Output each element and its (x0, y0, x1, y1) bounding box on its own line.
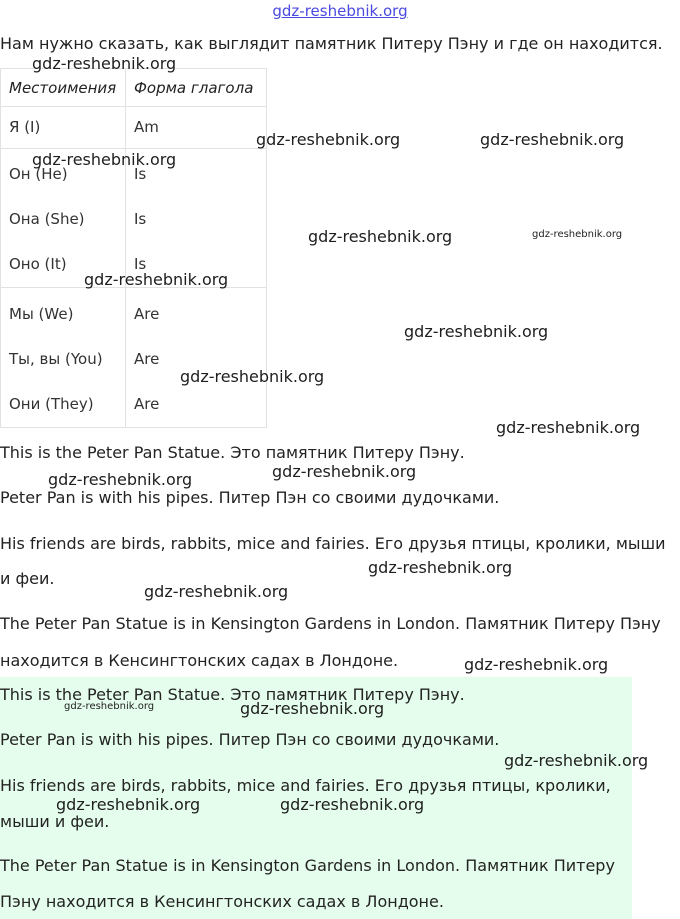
table-row (1, 149, 267, 288)
watermark: gdz-reshebnik.org (64, 701, 155, 712)
pronoun-cell (1, 107, 126, 149)
watermark: gdz-reshebnik.org (144, 582, 289, 601)
pronoun-i: Я (I) (9, 118, 41, 136)
verb-am: Am (134, 118, 159, 136)
watermark: gdz-reshebnik.org (464, 655, 609, 674)
body-line: и феи. (0, 569, 55, 588)
body-line: This is the Peter Pan Statue. Это памятник Питеру Пэну. (0, 443, 465, 462)
pronoun-it: Оно (It) (9, 255, 67, 273)
watermark: gdz-reshebnik.org (404, 322, 549, 341)
watermark: gdz-reshebnik.org (480, 130, 625, 149)
pronoun-they: Они (They) (9, 395, 94, 413)
answer-line: His friends are birds, rabbits, mice and fairies. Его друзья птицы, кролики, (0, 776, 611, 795)
watermark: gdz-reshebnik.org (48, 470, 193, 489)
watermark: gdz-reshebnik.org (272, 462, 417, 481)
verb-cell (126, 288, 267, 428)
watermark: gdz-reshebnik.org (180, 367, 325, 386)
watermark: gdz-reshebnik.org (84, 270, 229, 289)
table-row (1, 107, 267, 149)
watermark: gdz-reshebnik.org (368, 558, 513, 577)
watermark: gdz-reshebnik.org (496, 418, 641, 437)
verb-are: Are (134, 395, 160, 413)
watermark: gdz-reshebnik.org (32, 54, 177, 73)
intro-text: Нам нужно сказать, как выглядит памятник Питеру Пэну и где он находится. (0, 34, 663, 53)
table-header-row (1, 69, 267, 107)
watermark: gdz-reshebnik.org (504, 751, 649, 770)
verb-are: Are (134, 350, 160, 368)
verb-are: Are (134, 305, 160, 323)
watermark: gdz-reshebnik.org (308, 227, 453, 246)
watermark: gdz-reshebnik.org (532, 229, 623, 240)
watermark: gdz-reshebnik.org (280, 795, 425, 814)
answer-line: мыши и феи. (0, 812, 110, 831)
site-header-link[interactable]: gdz-reshebnik.org (272, 2, 408, 20)
pronoun-cell (1, 149, 126, 288)
body-line: His friends are birds, rabbits, mice and fairies. Его друзья птицы, кролики, мыши (0, 534, 666, 553)
pronoun-he: Он (He) (9, 165, 68, 183)
header-verb-form: Форма глагола (126, 69, 267, 107)
answer-line: Пэну находится в Кенсингтонских садах в Лондоне. (0, 892, 444, 911)
verb-is: Is (134, 255, 147, 273)
verb-is: Is (134, 165, 147, 183)
body-line: The Peter Pan Statue is in Kensington Gardens in London. Памятник Питеру Пэну (0, 614, 661, 633)
watermark: gdz-reshebnik.org (32, 150, 177, 169)
answer-line: This is the Peter Pan Statue. Это памятник Питеру Пэну. (0, 685, 465, 704)
watermark: gdz-reshebnik.org (240, 699, 385, 718)
answer-line: Peter Pan is with his pipes. Питер Пэн со своими дудочками. (0, 730, 500, 749)
table-row (1, 288, 267, 428)
answer-line: The Peter Pan Statue is in Kensington Gardens in London. Памятник Питеру (0, 856, 615, 875)
pronoun-you: Ты, вы (You) (9, 350, 103, 368)
body-line: находится в Кенсингтонских садах в Лондоне. (0, 651, 399, 670)
watermark: gdz-reshebnik.org (56, 795, 201, 814)
pronoun-we: Мы (We) (9, 305, 74, 323)
header-pronouns: Местоимения (1, 69, 126, 107)
watermark: gdz-reshebnik.org (256, 130, 401, 149)
verb-cell (126, 107, 267, 149)
pronoun-she: Она (She) (9, 210, 85, 228)
body-line: Peter Pan is with his pipes. Питер Пэн со своими дудочками. (0, 488, 500, 507)
verb-cell (126, 149, 267, 288)
verb-is: Is (134, 210, 147, 228)
pronoun-cell (1, 288, 126, 428)
